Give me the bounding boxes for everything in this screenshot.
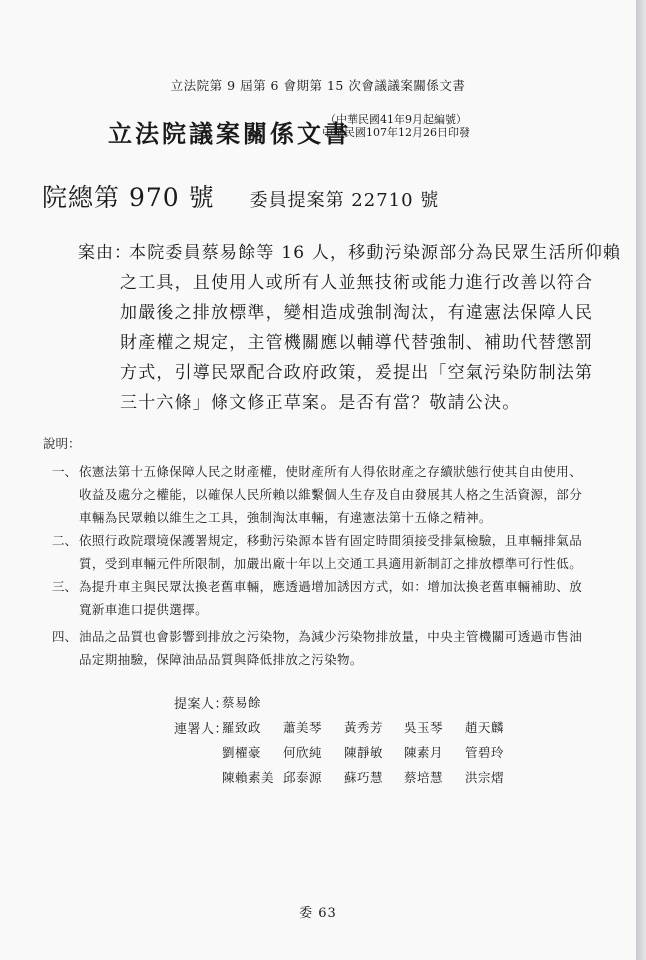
page-footer: 委 63 [299,906,337,921]
cosigner-name: 劉櫂豪 [222,745,262,760]
case-line: 本院委員蔡易餘等 16 人，移動污染源部分為民眾生活所仰賴 [129,243,622,263]
item-number: 四、 [52,629,78,644]
item-number: 一、 [52,464,78,479]
cosigner-name: 蘇巧慧 [344,770,384,785]
cosigner-name: 黃秀芳 [344,720,384,735]
edition-line-1: （中華民國41年9月起編號） [325,113,467,126]
cosigner-name: 陳素月 [404,745,444,760]
general-bill-number: 院總第 970 號 [42,183,215,212]
case-line: 方式，引導民眾配合政府政策，爰提出「空氣污染防制法第 [120,363,594,383]
item-number: 三、 [52,579,78,594]
item-line: 寬新車進口提供選擇。 [79,602,209,617]
case-label: 案由： [78,243,132,263]
explanation-label: 說明： [43,436,81,451]
item-line: 質，受到車輛元件所限制，加嚴出廠十年以上交通工具適用新制訂之排放標準可行性低。 [79,556,583,571]
session-header: 立法院第 9 屆第 6 會期第 15 次會議議案關係文書 [170,78,466,93]
cosigner-name: 羅致政 [222,720,262,735]
cosigner-name: 蔡培慧 [404,770,444,785]
cosigner-name: 蕭美琴 [283,720,323,735]
page-edge-shadow [636,0,646,960]
document-title: 立法院議案關係文書 [108,119,351,148]
case-line: 財產權之規定，主管機關應以輔導代替強制、補助代替懲罰 [120,333,594,353]
cosigner-name: 洪宗熠 [465,770,505,785]
edition-note [322,113,470,139]
item-line: 依照行政院環境保護署規定，移動污染源本皆有固定時間須接受排氣檢驗，且車輛排氣品 [79,533,583,548]
cosigners-label: 連署人： [174,722,229,737]
case-line: 三十六條」條文修正草案。是否有當？敬請公決。 [120,393,521,413]
bill-number-row [42,178,465,214]
item-line: 油品之品質也會影響到排放之污染物，為減少污染物排放量，中央主管機關可透過市售油 [79,629,583,644]
cosigner-name: 邱泰源 [283,770,323,785]
proposal-number: 委員提案第 22710 號 [249,190,440,211]
cosigner-name: 趙天麟 [465,720,505,735]
case-line: 加嚴後之排放標準，變相造成強制淘汰，有違憲法保障人民 [120,303,594,323]
item-line: 車輛為民眾賴以維生之工具，強制淘汰車輛，有違憲法第十五條之精神。 [79,510,492,525]
edition-line-2: 中華民國107年12月26日印發 [322,126,470,139]
proposer-name: 蔡易餘 [222,695,262,710]
item-line: 收益及處分之權能，以確保人民所賴以維繫個人生存及自由發展其人格之生活資源，部分 [79,487,583,502]
item-line: 品定期抽驗，保障油品品質與降低排放之污染物。 [79,652,363,667]
cosigner-name: 陳賴素美 [222,770,275,785]
cosigner-name: 管碧玲 [465,745,505,760]
cosigner-name: 陳靜敏 [344,745,384,760]
item-number: 二、 [52,533,78,548]
case-line: 之工具，且使用人或所有人並無技術或能力進行改善以符合 [120,273,594,293]
item-line: 為提升車主與民眾汰換老舊車輛，應透過增加誘因方式，如：增加汰換老舊車輛補助、放 [79,579,583,594]
cosigner-name: 何欣純 [283,745,323,760]
cosigner-name: 吳玉琴 [404,720,444,735]
item-line: 依憲法第十五條保障人民之財產權，使財產所有人得依財產之存續狀態行使其自由使用、 [79,464,583,479]
proposer-label: 提案人： [174,697,229,712]
